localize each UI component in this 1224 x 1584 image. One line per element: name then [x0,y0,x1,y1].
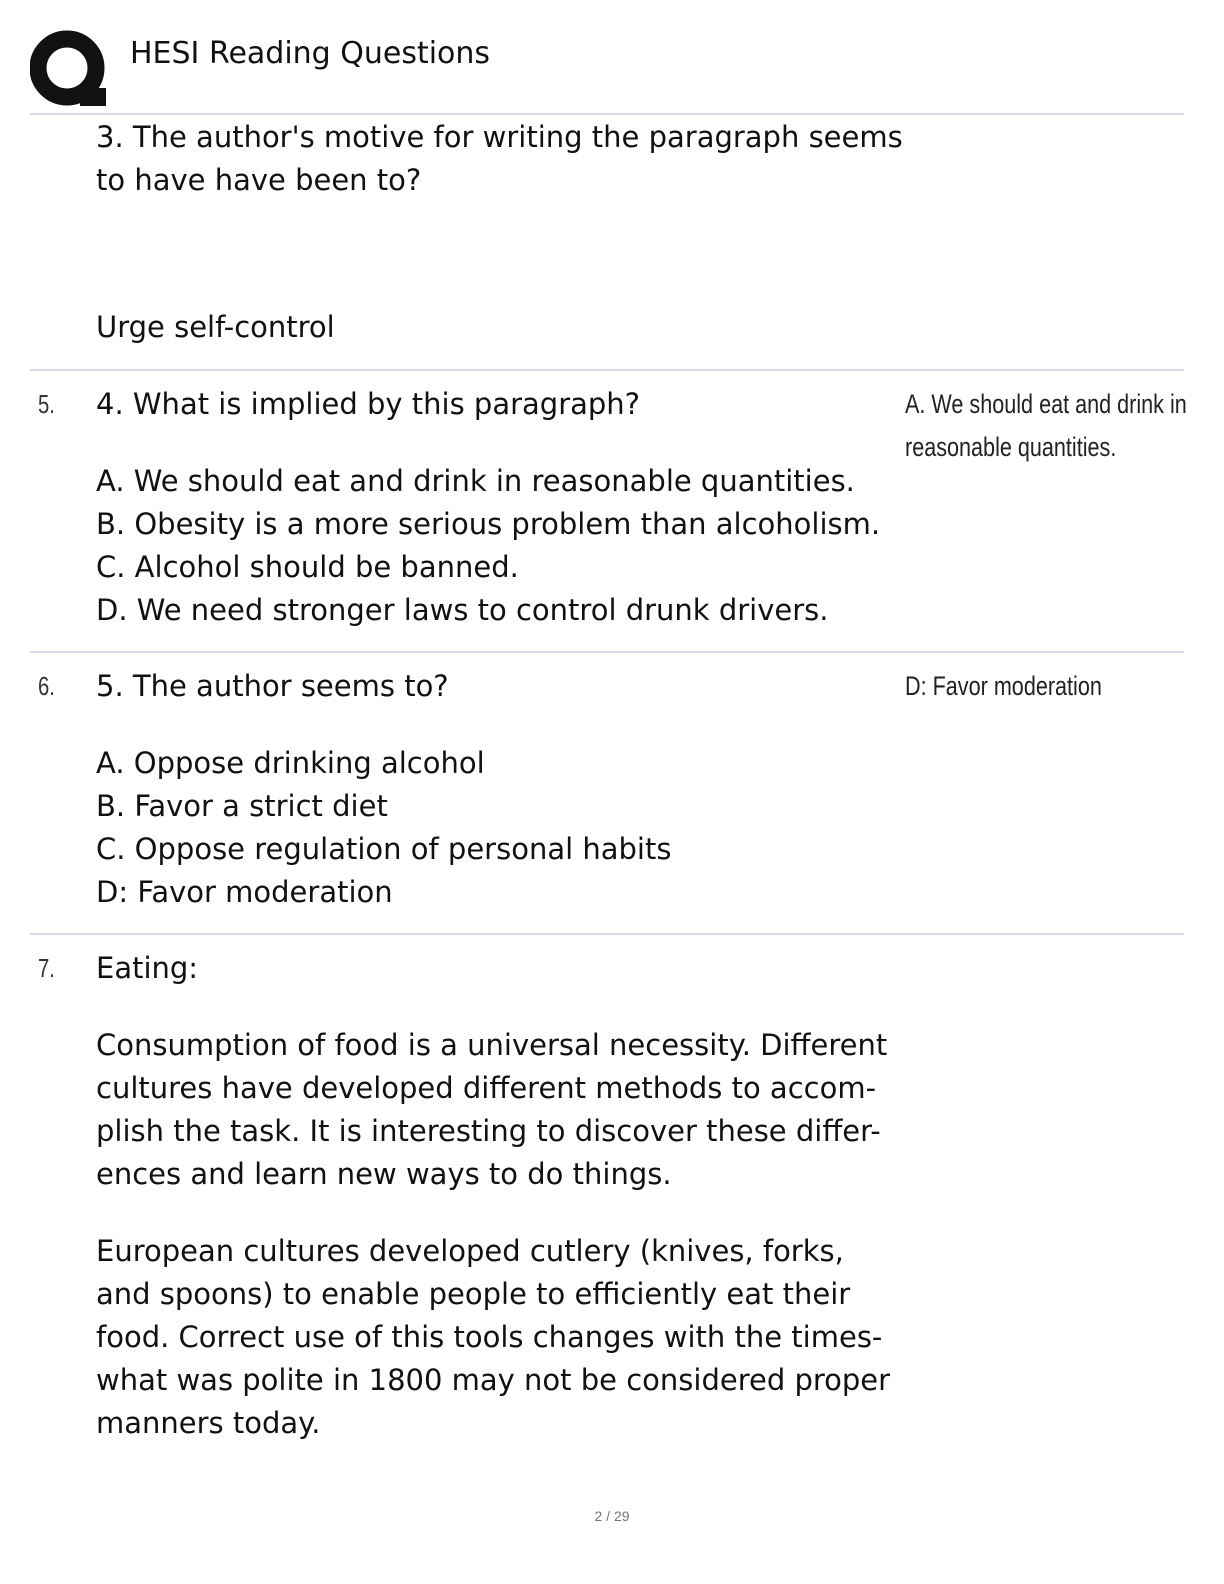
divider [30,933,1184,935]
answer-text: A. We should eat and drink in reasonable quantities. [905,389,1187,462]
option-a: A. Oppose drinking alcohol [96,746,485,780]
option-a: A. We should eat and drink in reasonable quantities. [96,464,855,498]
question-row-5 [30,383,1187,651]
option-d: D: Favor moderation [96,875,393,909]
answer-text: D: Favor moderation [905,671,1102,701]
question-block [96,665,906,914]
page-header [0,0,1224,114]
question-block [96,383,906,632]
question-row-6 [30,665,1184,933]
option-c: C. Oppose regulation of personal habits [96,832,672,866]
passage-block [96,947,906,1445]
question-row-7 [30,947,1184,1467]
row-number: 6. [38,671,55,701]
row-number: 5. [38,389,55,419]
question-block [96,116,906,349]
page-number: 2 / 29 [594,1508,630,1524]
passage-title: Eating: [96,951,199,985]
question-text: 5. The author seems to? [96,669,449,703]
option-c: C. Alcohol should be banned. [96,550,519,584]
question-text: 3. The author's motive for writing the paragraph seems to have have been to? [96,120,903,197]
option-b: B. Obesity is a more serious problem than alcoholism. [96,507,881,541]
question-row-3 [30,116,1184,368]
option-d: D. We need stronger laws to control drunk drivers. [96,593,829,627]
row-number: 7. [38,953,55,983]
divider [30,651,1184,653]
option-b: B. Favor a strict diet [96,789,388,823]
letter-q-logo-icon [30,30,110,110]
question-text: 4. What is implied by this paragraph? [96,387,641,421]
answer-line: Urge self-control [96,310,335,344]
divider [30,113,1184,115]
divider [30,369,1184,371]
document-title: HESI Reading Questions [130,36,491,71]
passage-paragraph: Consumption of food is a universal necessity. Different cultures have developed different methods to accom-plish the task. It is interesting to discover these differ-ences and learn new ways to do things. [96,1028,888,1191]
passage-paragraph: European cultures developed cutlery (knives, forks, and spoons) to enable people to efficiently eat their food. Correct use of this tools changes with the times-what was polite in 1800 may not be considered proper manners today. [96,1234,891,1440]
